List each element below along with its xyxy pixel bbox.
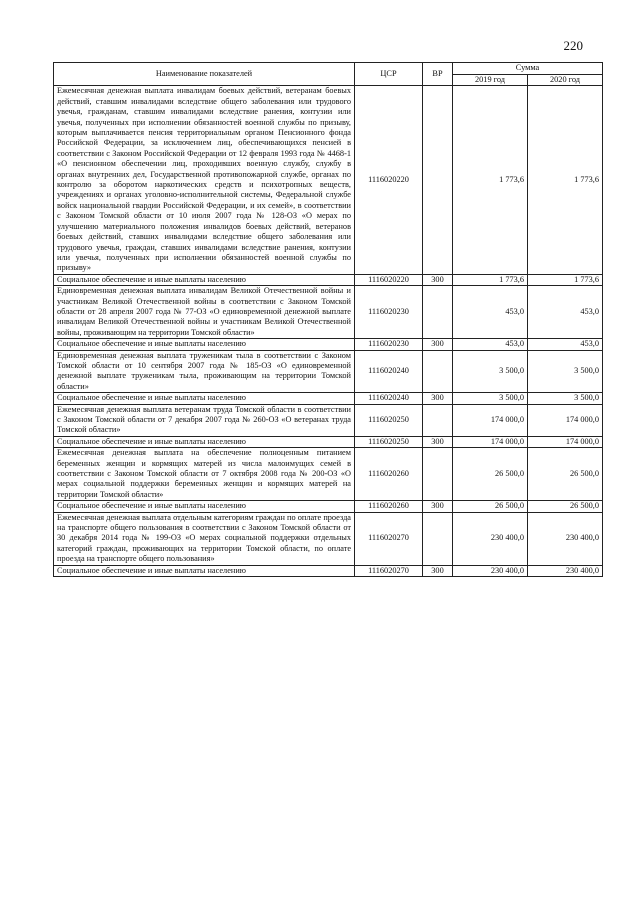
table-row xyxy=(54,404,603,436)
row-vr: 300 xyxy=(423,565,453,576)
table-row xyxy=(54,512,603,565)
row-amount-2019: 26 500,0 xyxy=(453,448,528,501)
row-name: Единовременная денежная выплата инвалидам Великой Отечественной войны и участникам Великой Отечественной войны в соответствии с Законом Томской области от 28 апреля 2007 года № 77-ОЗ «О единовременной денежной выплате инвалидам Великой Отечественной войны и участникам Великой Отечественной войны, проживающим на территории Томской области» xyxy=(54,286,355,339)
row-amount-2020: 26 500,0 xyxy=(528,501,603,512)
row-name: Ежемесячная денежная выплата отдельным категориям граждан по оплате проезда на транспорте общего пользования в соответствии с Законом Томской области от 30 декабря 2014 года № 199-ОЗ «О мерах социальной поддержки отдельных категорий граждан, проживающих на территории Томской области, по оплате проезда на транспорте общего пользования» xyxy=(54,512,355,565)
row-csr: 1116020230 xyxy=(355,339,423,350)
row-amount-2020: 1 773,6 xyxy=(528,86,603,274)
row-amount-2019: 174 000,0 xyxy=(453,404,528,436)
table-row xyxy=(54,274,603,285)
row-amount-2020: 453,0 xyxy=(528,339,603,350)
row-vr: 300 xyxy=(423,339,453,350)
row-csr: 1116020270 xyxy=(355,512,423,565)
row-name: Социальное обеспечение и иные выплаты населению xyxy=(54,436,355,447)
row-vr: 300 xyxy=(423,274,453,285)
row-vr xyxy=(423,350,453,393)
budget-table xyxy=(53,62,603,577)
row-amount-2020: 174 000,0 xyxy=(528,436,603,447)
header-csr: ЦСР xyxy=(355,63,423,86)
row-amount-2020: 230 400,0 xyxy=(528,565,603,576)
row-csr: 1116020250 xyxy=(355,404,423,436)
header-year-2020: 2020 год xyxy=(528,75,603,86)
header-sum: Сумма xyxy=(453,63,603,75)
header-year-2019: 2019 год xyxy=(453,75,528,86)
table-row xyxy=(54,339,603,350)
row-amount-2019: 453,0 xyxy=(453,286,528,339)
row-csr: 1116020230 xyxy=(355,286,423,339)
row-amount-2019: 230 400,0 xyxy=(453,565,528,576)
header-name: Наименование показателей xyxy=(54,63,355,86)
page-number: 220 xyxy=(563,38,583,53)
row-csr: 1116020220 xyxy=(355,274,423,285)
row-amount-2019: 3 500,0 xyxy=(453,350,528,393)
table-row xyxy=(54,501,603,512)
row-amount-2019: 174 000,0 xyxy=(453,436,528,447)
row-csr: 1116020270 xyxy=(355,565,423,576)
row-amount-2019: 453,0 xyxy=(453,339,528,350)
row-amount-2019: 1 773,6 xyxy=(453,274,528,285)
table-body xyxy=(54,86,603,577)
row-vr: 300 xyxy=(423,501,453,512)
table-row xyxy=(54,565,603,576)
row-vr xyxy=(423,404,453,436)
row-amount-2020: 453,0 xyxy=(528,286,603,339)
row-csr: 1116020240 xyxy=(355,393,423,404)
row-csr: 1116020240 xyxy=(355,350,423,393)
row-csr: 1116020260 xyxy=(355,448,423,501)
row-csr: 1116020260 xyxy=(355,501,423,512)
row-vr: 300 xyxy=(423,436,453,447)
table-row xyxy=(54,86,603,274)
header-vr: ВР xyxy=(423,63,453,86)
row-vr xyxy=(423,86,453,274)
row-csr: 1116020250 xyxy=(355,436,423,447)
row-name: Ежемесячная денежная выплата инвалидам боевых действий, ветеранам боевых действий, ставшим инвалидами вследствие общего заболевания или трудового увечья, гражданам, ставшим инвалидами вследствие ранения, контузии или увечья, полученных при исполнении обязанностей военной службы по призыву, которым выплачивается пенсия территориальным органом Пенсионного фонда Российской Федерации, за исключением лиц, обеспечивающихся пенсией в соответствии с Законом Российской Федерации от 12 февраля 1993 года № 4468-1 «О пенсионном обеспечении лиц, проходивших военную службу, службу в органах внутренних дел, Государственной противопожарной службе, органах по контролю за оборотом наркотических средств и психотропных веществ, учреждениях и органах уголовно-исполнительной системы, Федеральной службе войск национальной гвардии Российской Федерации, и их семей», в соответствии с Законом Томской области от 10 июля 2007 года № 128-ОЗ «О мерах по улучшению материального положения инвалидов боевых действий, ветеранов боевых действий, ставших инвалидами вследствие общего заболевания или трудового увечья, граждан, ставших инвалидами вследствие ранения, контузии или увечья, полученных при исполнении обязанностей военной службы по призыву» xyxy=(54,86,355,274)
row-vr xyxy=(423,448,453,501)
row-csr: 1116020220 xyxy=(355,86,423,274)
row-amount-2020: 230 400,0 xyxy=(528,512,603,565)
row-vr: 300 xyxy=(423,393,453,404)
row-name: Социальное обеспечение и иные выплаты населению xyxy=(54,501,355,512)
row-vr xyxy=(423,512,453,565)
row-name: Ежемесячная денежная выплата ветеранам труда Томской области в соответствии с Законом Томской области от 7 декабря 2007 года № 260-ОЗ «О ветеранах труда Томской области» xyxy=(54,404,355,436)
row-name: Социальное обеспечение и иные выплаты населению xyxy=(54,565,355,576)
table-row xyxy=(54,286,603,339)
row-amount-2020: 3 500,0 xyxy=(528,393,603,404)
row-amount-2019: 26 500,0 xyxy=(453,501,528,512)
row-name: Ежемесячная денежная выплата на обеспечение полноценным питанием беременных женщин и кормящих матерей из числа малоимущих семей в соответствии с Законом Томской области от 7 октября 2008 года № 200-ОЗ «О мерах социальной поддержки беременных женщин и кормящих матерей на территории Томской области» xyxy=(54,448,355,501)
row-amount-2019: 230 400,0 xyxy=(453,512,528,565)
row-name: Единовременная денежная выплата труженикам тыла в соответствии с Законом Томской области от 10 сентября 2007 года № 185-ОЗ «О единовременной денежной выплате труженикам тыла, проживающим на территории Томской области» xyxy=(54,350,355,393)
row-amount-2019: 1 773,6 xyxy=(453,86,528,274)
row-name: Социальное обеспечение и иные выплаты населению xyxy=(54,274,355,285)
row-amount-2020: 1 773,6 xyxy=(528,274,603,285)
row-amount-2020: 174 000,0 xyxy=(528,404,603,436)
table-row xyxy=(54,448,603,501)
row-name: Социальное обеспечение и иные выплаты населению xyxy=(54,339,355,350)
row-name: Социальное обеспечение и иные выплаты населению xyxy=(54,393,355,404)
row-vr xyxy=(423,286,453,339)
table-row xyxy=(54,350,603,393)
row-amount-2020: 3 500,0 xyxy=(528,350,603,393)
row-amount-2020: 26 500,0 xyxy=(528,448,603,501)
row-amount-2019: 3 500,0 xyxy=(453,393,528,404)
table-row xyxy=(54,436,603,447)
table-row xyxy=(54,393,603,404)
